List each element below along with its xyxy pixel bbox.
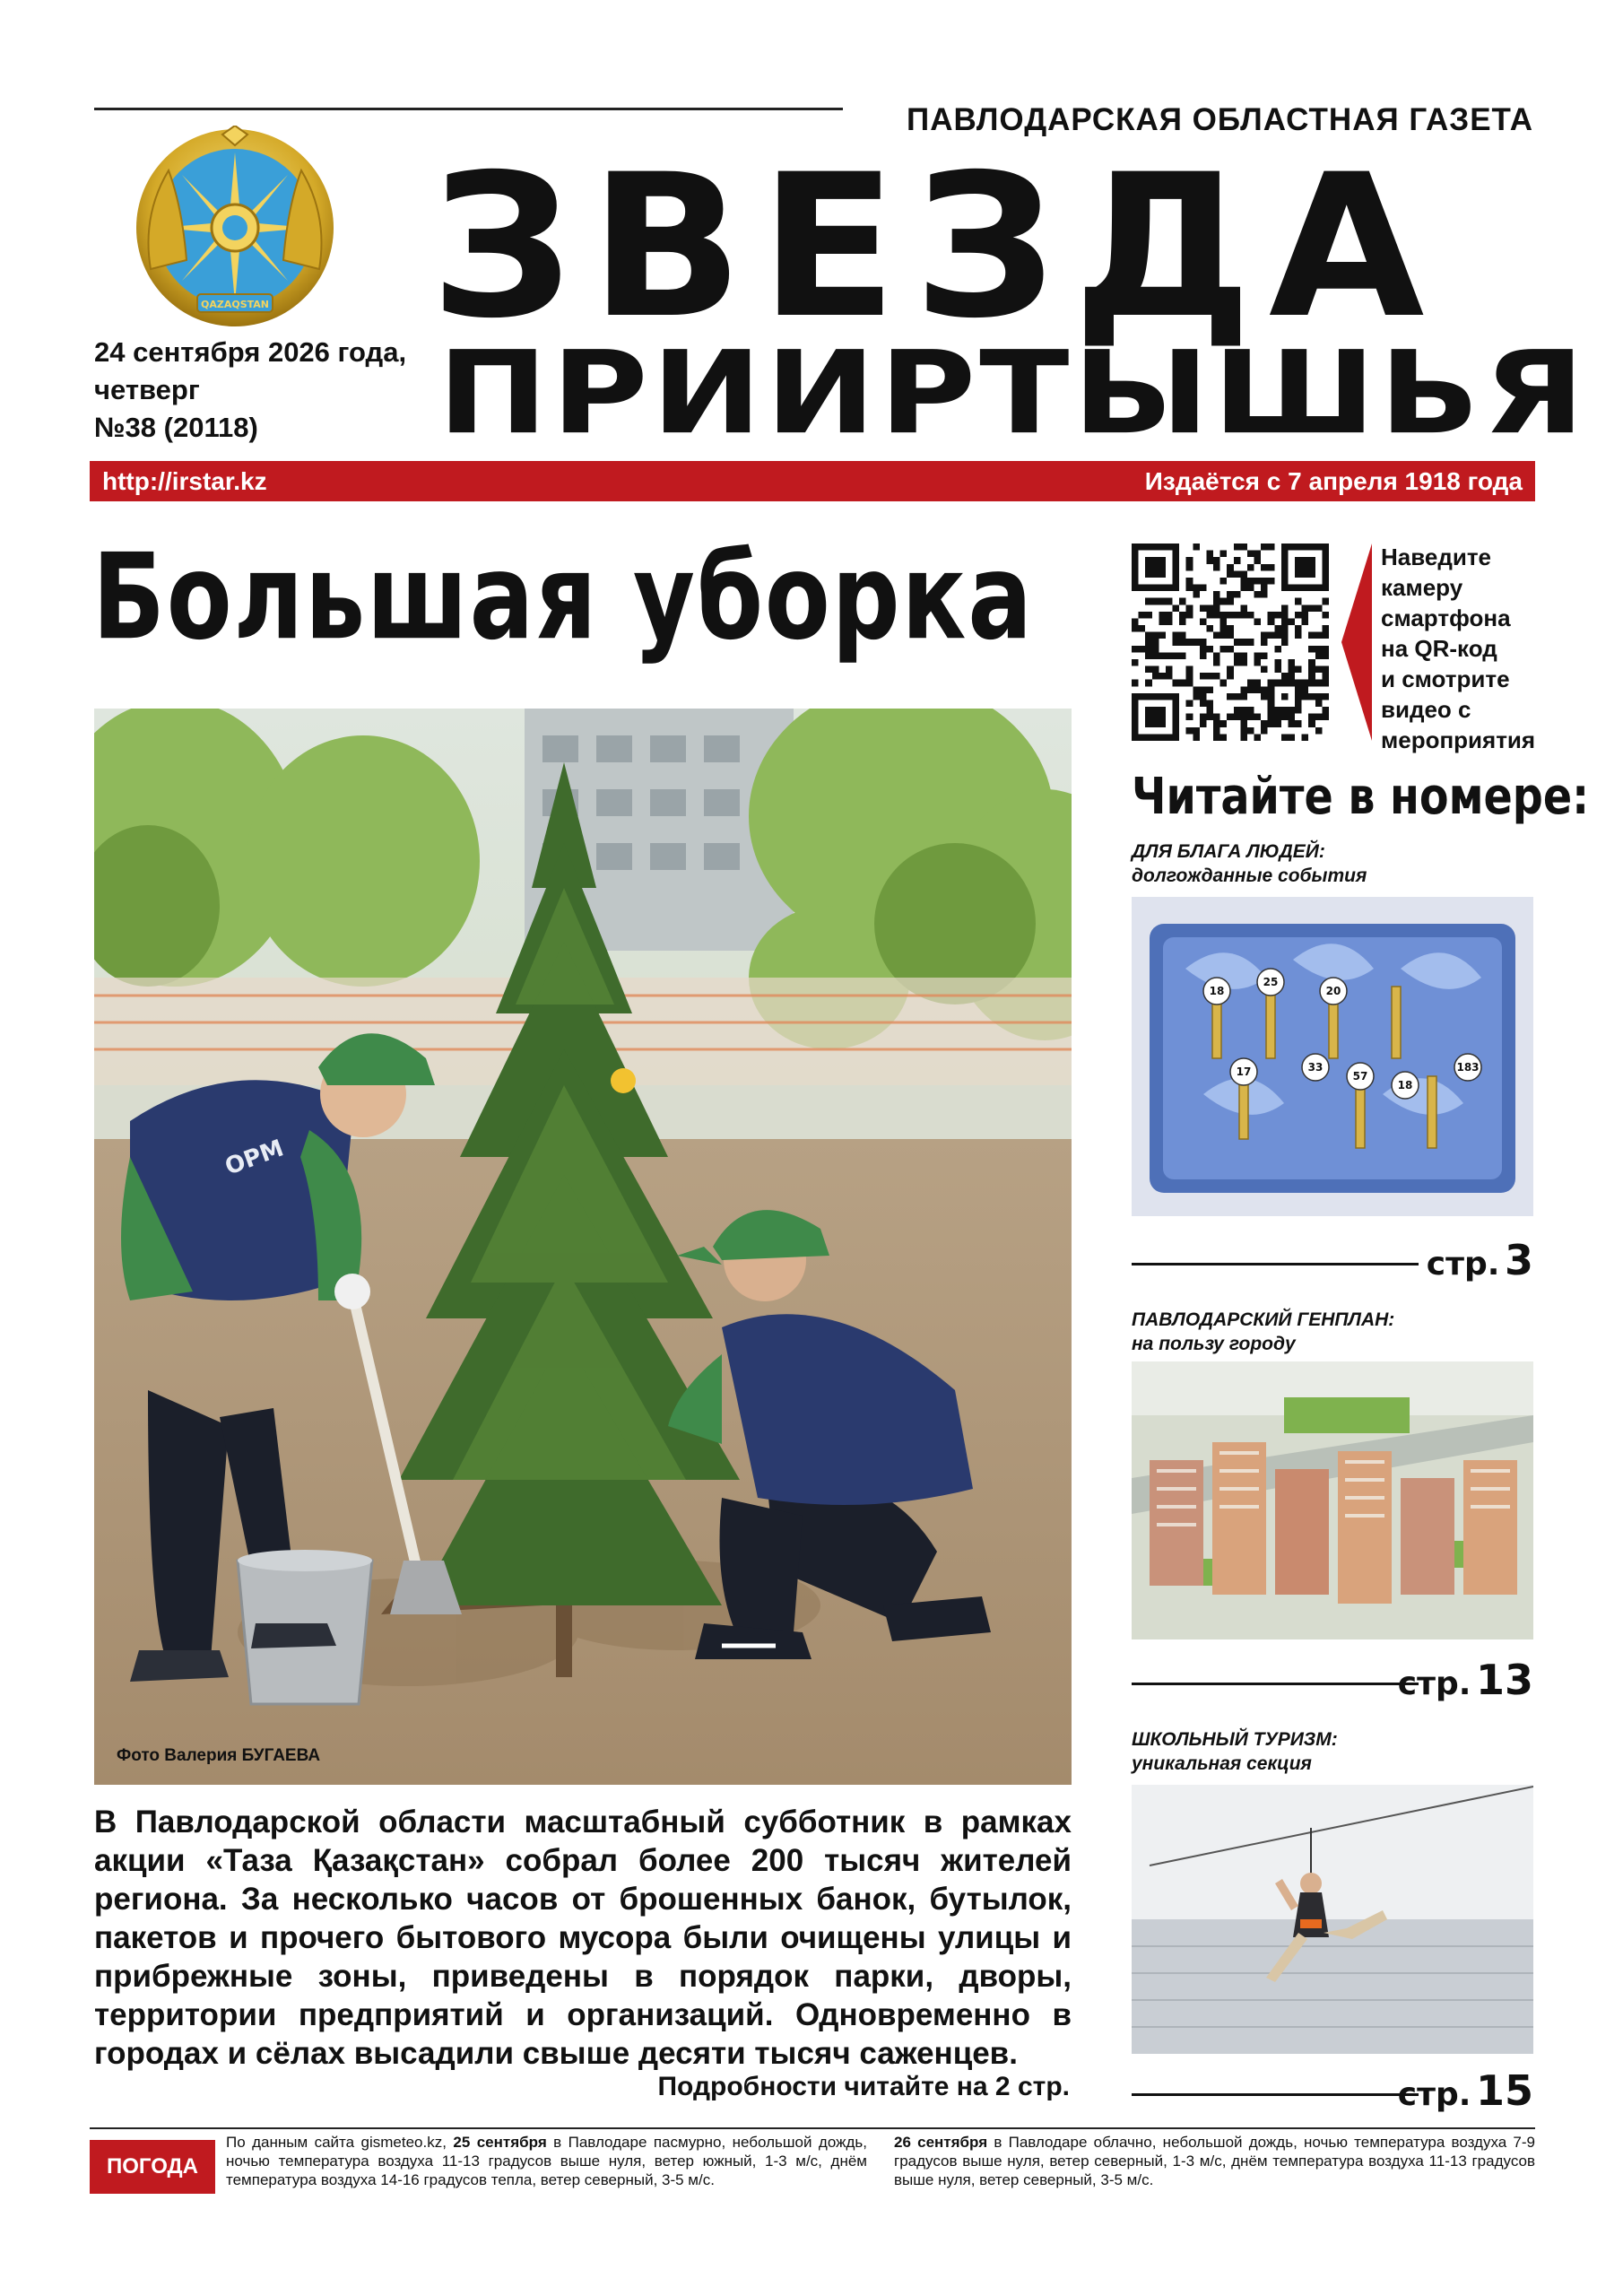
main-photo-tree-planting (94, 709, 1072, 1785)
continue-reading-note: Подробности читайте на 2 стр. (657, 2072, 1070, 2101)
teaser-divider (1132, 2093, 1419, 2096)
vest-text: ОРМ (221, 1135, 288, 1181)
teaser-rubric-1 (1132, 839, 1367, 888)
weather-rule (90, 2127, 1535, 2129)
in-issue-heading: Читайте в номере: (1132, 768, 1590, 826)
teaser-page-ref-3[interactable] (1398, 2066, 1533, 2115)
qr-line: на QR-код (1381, 635, 1497, 662)
teaser-page-ref-1[interactable] (1427, 1236, 1533, 1284)
qr-code-icon[interactable] (1132, 544, 1329, 741)
qr-line: камеру (1381, 574, 1463, 601)
state-emblem-icon (133, 126, 337, 330)
key-number: 18 (1209, 985, 1225, 997)
teaser-rubric-2 (1132, 1308, 1394, 1356)
key-number: 183 (1456, 1061, 1480, 1074)
qr-line: видео с (1381, 696, 1471, 723)
issue-number: №38 (20118) (94, 412, 258, 443)
key-number: 17 (1236, 1065, 1252, 1078)
emblem-text: QAZAQSTAN (201, 299, 269, 310)
masthead-top-rule (94, 108, 843, 110)
teaser-rubric: ДЛЯ БЛАГА ЛЮДЕЙ: (1132, 841, 1325, 862)
teaser-rubric-3 (1132, 1727, 1338, 1776)
teaser-photo-keys[interactable] (1132, 897, 1533, 1216)
weather-source: По данным сайта gismeteo.kz, (226, 2134, 447, 2151)
photo-credit: Фото Валерия БУГАЕВА (117, 1746, 321, 1765)
teaser-subtitle: уникальная секция (1132, 1753, 1312, 1774)
teaser-subtitle: на пользу городу (1132, 1334, 1296, 1354)
qr-instruction (1381, 542, 1535, 755)
masthead-red-bar (90, 461, 1535, 501)
teaser-divider (1132, 1683, 1419, 1685)
issue-weekday: четверг (94, 374, 200, 405)
page-word: стр. (1397, 1665, 1471, 1702)
teaser-subtitle: долгожданные события (1132, 865, 1367, 886)
page-number: 15 (1475, 2066, 1533, 2115)
site-url-link[interactable]: http://irstar.kz (102, 467, 267, 495)
key-number: 25 (1263, 976, 1279, 988)
issue-date: 24 сентября 2026 года, (94, 336, 407, 368)
weather-text: в Павлодаре пасмурно, небольшой дождь, ночью температура воздуха 11-13 градусов выше нуля, ветер южный, 1-3 м/с, днём температура воздуха 14-16 градусов тепла, ветер северный, 3-5 м/с. (226, 2134, 867, 2188)
page-number: 3 (1504, 1236, 1533, 1284)
page-number: 13 (1475, 1656, 1533, 1704)
page-headline: Большая уборка (92, 527, 1034, 666)
weather-text: в Павлодаре облачно, небольшой дождь, ночью температура воздуха 7-9 градусов выше нуля, ветер северный, 1-3 м/с, днём температура воздуха 11-13 градусов выше нуля, ветер северный, 3-5 м/с. (894, 2134, 1535, 2188)
weather-forecast-day2 (894, 2133, 1535, 2189)
lead-paragraph: В Павлодарской области масштабный субботник в рамках акции «Таза Қазақстан» собрал более 200 тысяч жителей региона. За несколько часов от брошенных банок, бутылок, пакетов и прочего бытового мусора были очищены улицы и прибрежные зоны, приведены в порядок парки, дворы, территории предприятий и организаций. Одновременно в городах и сёлах высадили свыше десяти тысяч саженцев. (94, 1805, 1072, 2071)
teaser-divider (1132, 1263, 1419, 1265)
weather-label: ПОГОДА (90, 2140, 215, 2194)
weather-forecast-day1 (226, 2133, 867, 2189)
qr-line: Наведите (1381, 544, 1492, 570)
qr-line: и смотрите (1381, 665, 1510, 692)
page-word: стр. (1397, 2076, 1471, 2113)
teaser-photo-zipline[interactable] (1132, 1785, 1533, 2054)
teaser-page-ref-2[interactable] (1398, 1656, 1533, 1704)
key-number: 20 (1325, 985, 1341, 997)
teaser-photo-city-model[interactable] (1132, 1361, 1533, 1639)
masthead-kicker: ПАВЛОДАРСКАЯ ОБЛАСТНАЯ ГАЗЕТА (907, 102, 1533, 137)
issue-date-block (94, 334, 406, 447)
qr-line: смартфона (1381, 604, 1511, 631)
teaser-rubric: ШКОЛЬНЫЙ ТУРИЗМ: (1132, 1729, 1338, 1750)
key-number: 57 (1352, 1070, 1368, 1083)
weather-date: 26 сентября (894, 2134, 988, 2151)
newspaper-title-line1: ЗВЕЗДА (430, 132, 1441, 361)
published-since: Издаётся с 7 апреля 1918 года (1144, 467, 1523, 495)
key-number: 18 (1397, 1079, 1413, 1091)
page-word: стр. (1426, 1246, 1500, 1283)
weather-date: 25 сентября (453, 2134, 547, 2151)
key-number: 33 (1307, 1061, 1324, 1074)
newspaper-title-line2: ПРИИРТЫШЬЯ (438, 326, 1589, 460)
qr-line: мероприятия (1381, 726, 1536, 753)
arrow-left-icon (1341, 544, 1372, 741)
teaser-rubric: ПАВЛОДАРСКИЙ ГЕНПЛАН: (1132, 1309, 1395, 1330)
